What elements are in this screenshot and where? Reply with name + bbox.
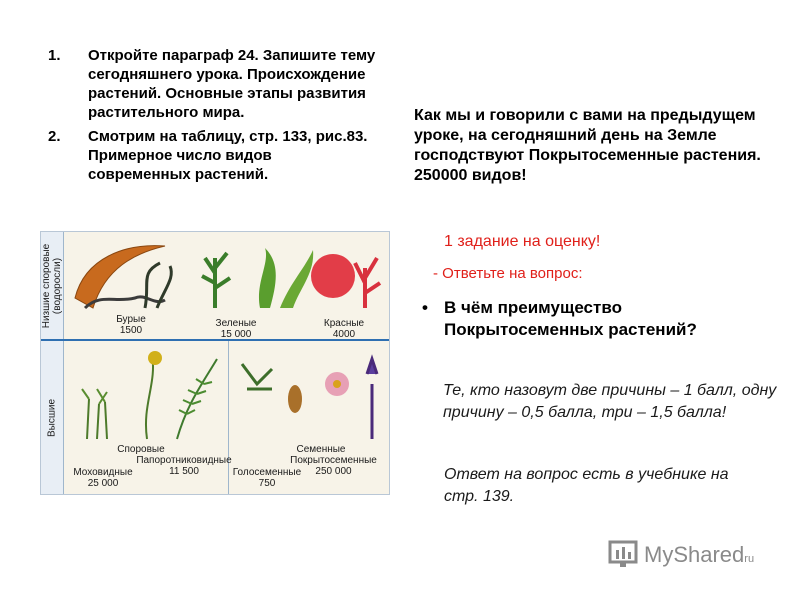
logo-name: MyShared: [644, 542, 745, 567]
higher-plants-illustration: [67, 344, 387, 440]
bullet-icon: •: [422, 298, 428, 317]
algae-label-brown: [101, 314, 161, 336]
ferns-name: Папоротниковидные: [136, 455, 232, 466]
scoring-text: [417, 380, 788, 424]
mosses-name: Моховидные: [73, 467, 133, 478]
algae-illustration: [65, 238, 385, 312]
gymnosperms-count: 750: [258, 478, 276, 489]
algae-label-green: [201, 318, 271, 340]
instruction-text: Откройте параграф 24. Запишите тему сегодняшнего урока. Происхождение растений. Основные этапы развития растительного мира.: [88, 47, 376, 121]
scoring-text-content: Те, кто назовут две причины – 1 балл, одну причину – 0,5 балла, три – 1,5 балла!: [443, 382, 777, 421]
algae-count: 4000: [332, 329, 356, 340]
row-label-lower: Низшие споровые (водоросли): [41, 243, 63, 328]
logo-suffix: ru: [744, 553, 755, 565]
instruction-text: Смотрим на таблицу, стр. 133, рис.83. Примерное число видов современных растений.: [88, 128, 368, 183]
question-text: В чём преимущество Покрытосеменных растений?: [444, 298, 697, 339]
algae-count: 1500: [119, 325, 143, 336]
mosses-count: 25 000: [87, 478, 119, 489]
row-label-higher: Высшие: [46, 398, 58, 437]
mosses-label: [63, 467, 143, 489]
gymnosperms-name: Голосеменные: [232, 467, 302, 478]
instruction-item-1: [48, 46, 378, 122]
context-paragraph: Как мы и говорили с вами на предыдущем уроке, на сегодняшний день на Земле господствуют Покрытосеменные растения. 250000 видов!: [414, 107, 761, 184]
answer-prompt: - Ответьте на вопрос:: [433, 265, 583, 282]
hint-text: [438, 464, 754, 508]
gymnosperms-label: [227, 467, 307, 489]
group-label-seed: Семенные: [296, 444, 346, 455]
row-header-higher: [41, 341, 64, 494]
instruction-item-2: [48, 127, 378, 184]
instruction-number: 2.: [48, 128, 61, 145]
row-header-lower: [41, 232, 64, 339]
angiosperms-count: 250 000: [315, 466, 352, 477]
watermark-logo: [608, 538, 755, 570]
algae-name: Бурые: [116, 314, 146, 325]
algae-count: 15 000: [220, 329, 252, 340]
instruction-list: [48, 46, 378, 189]
group-label-spore: Споровые: [117, 444, 165, 455]
graded-task-heading: 1 задание на оценку!: [444, 233, 601, 250]
algae-label-red: [309, 318, 379, 340]
instruction-number: 1.: [48, 47, 61, 64]
hint-text-content: Ответ на вопрос есть в учебнике на стр. 139.: [444, 466, 729, 505]
ferns-count: 11 500: [169, 466, 199, 477]
question-item: [422, 297, 764, 341]
logo-icon: [608, 538, 640, 570]
plant-diversity-figure: [40, 231, 390, 495]
algae-name: Зеленые: [215, 318, 257, 329]
logo-text: [644, 542, 754, 568]
ferns-label: [129, 455, 239, 477]
angiosperms-name: Покрытосеменные: [290, 455, 377, 466]
algae-name: Красные: [323, 318, 365, 329]
